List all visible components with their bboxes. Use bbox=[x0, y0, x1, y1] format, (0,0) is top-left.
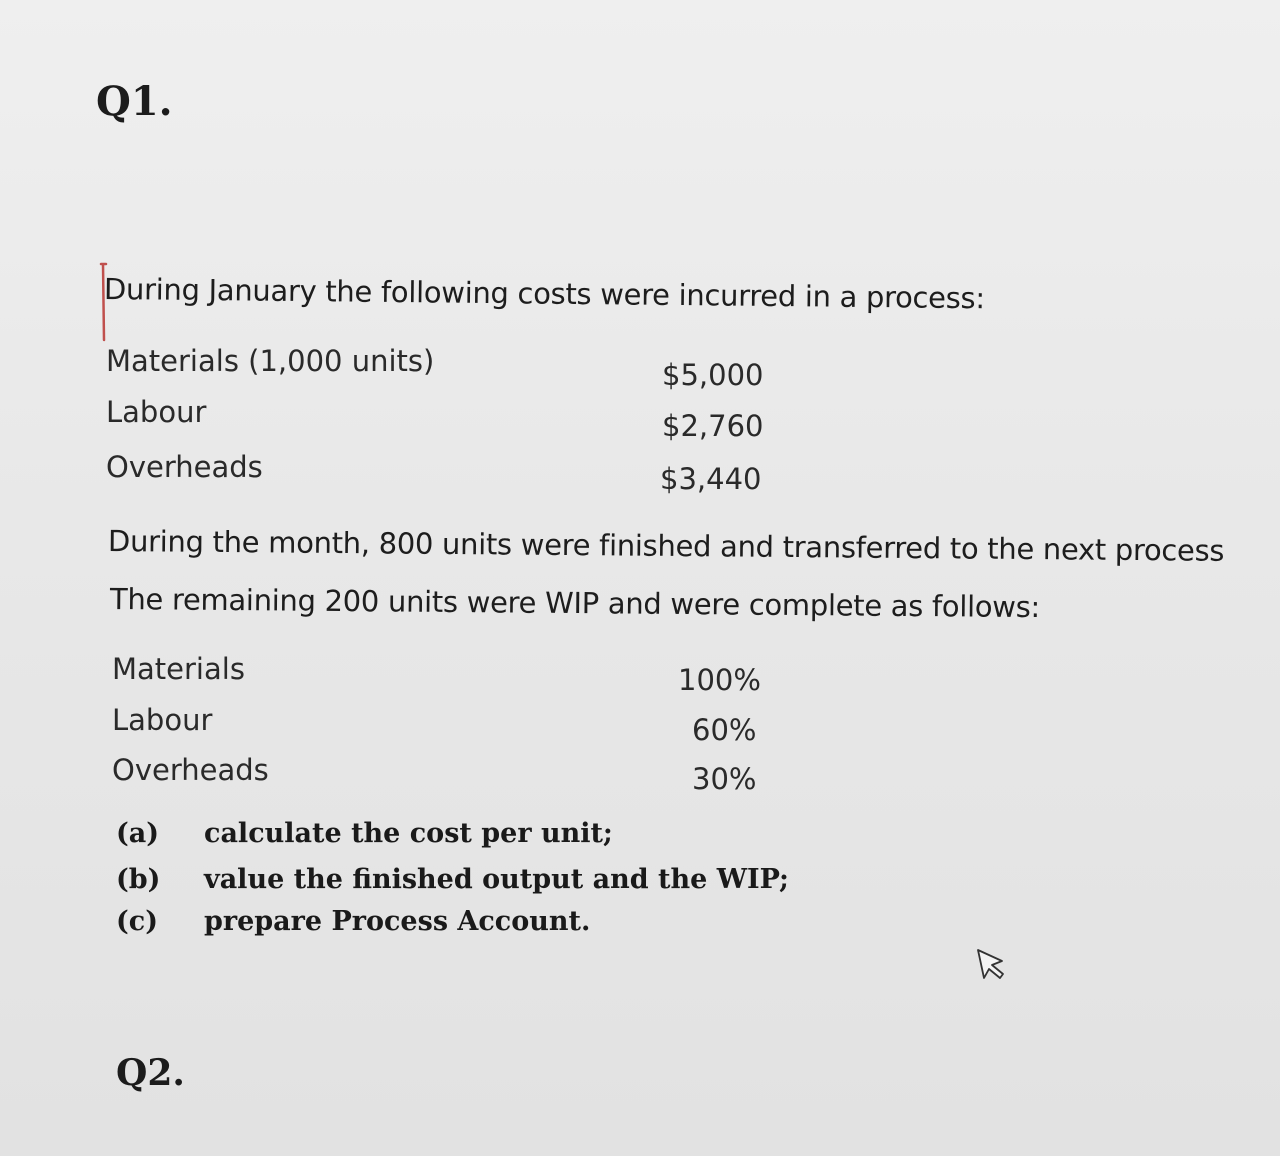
mouse-cursor-icon bbox=[970, 944, 1010, 986]
cost-value-materials: $5,000 bbox=[662, 358, 764, 392]
cost-label-overheads: Overheads bbox=[106, 450, 263, 484]
intro-text: During January the following costs were incurred in a process: bbox=[103, 272, 985, 316]
task-item-c bbox=[116, 906, 1016, 946]
remaining-units-text: The remaining 200 units were WIP and were complete as follows: bbox=[109, 582, 1041, 625]
cost-label-materials: Materials (1,000 units) bbox=[106, 344, 435, 378]
task-text: calculate the cost per unit; bbox=[204, 818, 613, 849]
completion-value-overheads: 30% bbox=[692, 762, 757, 796]
finished-units-text: During the month, 800 units were finished and transferred to the next process bbox=[107, 524, 1225, 568]
completion-label-labour: Labour bbox=[112, 703, 213, 737]
question-1-heading: Q1. bbox=[96, 78, 173, 125]
question-2-heading: Q2. bbox=[116, 1052, 185, 1094]
completion-label-overheads: Overheads bbox=[112, 753, 269, 787]
task-letter: (b) bbox=[116, 864, 161, 895]
cost-value-overheads: $3,440 bbox=[660, 462, 762, 496]
completion-value-materials: 100% bbox=[678, 663, 761, 697]
completion-label-materials: Materials bbox=[112, 652, 245, 686]
task-item-a bbox=[116, 818, 1016, 858]
cost-value-labour: $2,760 bbox=[662, 409, 764, 443]
task-letter: (a) bbox=[116, 818, 160, 849]
task-text: prepare Process Account. bbox=[204, 906, 591, 937]
task-item-b bbox=[116, 864, 1016, 904]
task-text: value the finished output and the WIP; bbox=[204, 864, 789, 895]
completion-value-labour: 60% bbox=[692, 713, 757, 747]
cost-label-labour: Labour bbox=[106, 395, 207, 429]
task-letter: (c) bbox=[116, 906, 158, 937]
